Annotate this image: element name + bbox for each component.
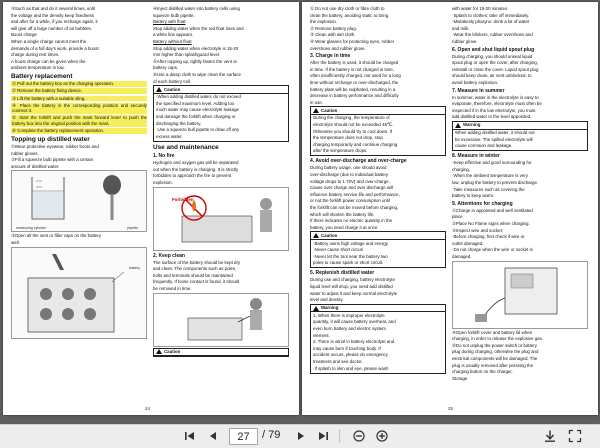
text-line: influence battery service life and performance, [310, 191, 400, 197]
text-line: a white line appears. [153, 32, 194, 38]
text-line: and damage the forklift when charging or [156, 114, 236, 119]
download-button[interactable] [541, 427, 559, 445]
attention-paragraph [452, 208, 588, 260]
text-line: ④Open forklift cover and battery lid when [452, 329, 533, 335]
text-line: avoid battery explosion. [452, 79, 499, 85]
text-line: bolts and terminals should be maintained [153, 272, 233, 278]
text-line: ·Take measures such as covering the [452, 186, 525, 192]
charger-socket-illustration [453, 262, 588, 326]
text-line: demands of a full day's work, provide a boost [11, 45, 99, 51]
open-caps-line: ③Open all the vent or filler caps on the battery [11, 233, 102, 239]
zoom-out-icon [353, 430, 365, 442]
caption-battery: battery [129, 265, 140, 270]
text-line: battery, you need charge it at once. [310, 224, 379, 230]
warning-triangle-icon [313, 233, 319, 238]
previous-page-button[interactable] [204, 427, 222, 445]
text-line: During use and charging, battery electrolyte [310, 277, 395, 283]
text-line: discharging the battery. [156, 120, 202, 126]
text-line: frequently. If loose contact is found, it should [153, 279, 240, 285]
text-line: ①Wear protective eyewear, rubber boots and [11, 144, 99, 149]
text-line: ③Inspect wire and socket: [452, 227, 504, 233]
text-line: ① Do not use dry cloth or fibre cloth to [310, 6, 385, 11]
text-line: in time. If the battery is not charged in time, [310, 66, 394, 72]
text-line: charging, in order to release the explosive gas. [452, 336, 544, 342]
warning-body [311, 312, 445, 372]
caption-pipette: pipette [127, 226, 138, 231]
caption-measuring-cylinder: measuring cylinder [16, 226, 47, 231]
text-line: When adding distilled water, it should not [455, 130, 535, 135]
text-line: ·Before charging, first check if wire or [452, 234, 525, 240]
float-paragraph [153, 26, 289, 38]
text-line: Boost charge [11, 32, 37, 38]
text-line: ·Do not charge when the wire or socket is [452, 247, 533, 253]
text-line: level and density. [310, 297, 344, 303]
warning-triangle-icon [313, 306, 319, 311]
text-line: after the temperature drops. [313, 148, 368, 154]
page-number-left: 24 [145, 406, 151, 411]
right-page-column-2 [452, 6, 588, 382]
text-line: ·When the ambient temperature is very [452, 173, 528, 179]
topping-paragraph [11, 144, 147, 169]
heading-liquid-spout: 6. Open and shut liquid spout plug [452, 46, 535, 53]
heading-no-fire: 1. No fire [153, 153, 175, 160]
caution-body [154, 94, 288, 141]
text-line: Stop adding water when electrolyte is 15-20 [153, 45, 239, 51]
caution-body-2 [311, 240, 445, 267]
text-line: decrease in battery performance and difficulty [310, 93, 399, 99]
inject-paragraph [153, 6, 289, 18]
text-line: Otherwise you should try to cool down. If [313, 128, 393, 134]
text-line: During charging, you should unseal liquid [452, 53, 533, 59]
left-page-column-2 [153, 6, 289, 358]
first-page-button[interactable] [181, 427, 199, 445]
keep-clean-paragraph [153, 260, 289, 292]
warning-box-electrolyte [310, 304, 446, 374]
warning-title: Warning [311, 305, 445, 313]
page-total-label: / 79 [262, 429, 281, 441]
summer-paragraph [452, 95, 588, 120]
zoom-out-button[interactable] [350, 427, 368, 445]
text-line: Hydrogen and oxygen gas will be separated [153, 160, 239, 166]
warning-triangle-icon [313, 108, 319, 113]
spout-paragraph [452, 54, 588, 86]
document-page-right [302, 2, 598, 415]
heading-replenish-water: 5. Replenish distilled water [310, 270, 375, 277]
warning-triangle-icon [455, 123, 461, 128]
text-line: electrical components will be damaged. The [452, 355, 538, 361]
viewer-toolbar [0, 424, 600, 448]
text-line: charging button on the charger. [452, 369, 513, 375]
text-line: time without recharge or over-discharged, the [310, 79, 399, 85]
text-line: ambient temperature is low. [11, 65, 65, 71]
text-line: forbidden to approach the fire to prevent [153, 173, 232, 179]
text-line: ·Keep effective and good surrounding for [452, 160, 532, 166]
text-line: electrolyte should not be exceeded 45℃. [313, 122, 394, 127]
text-line: water to adjust it and keep normal electrolyte [310, 290, 398, 296]
text-line: spout plug or open the cover, after charging, [452, 60, 538, 66]
text-line: treatment and see doctor. [313, 359, 363, 364]
warning-triangle-icon [156, 349, 162, 354]
caution-title: Caution [311, 107, 445, 115]
last-page-icon [317, 430, 329, 442]
caution-title: Caution [154, 86, 288, 94]
text-line: In summer, water in the electrolyte is easy to [452, 94, 539, 100]
text-line: place. [452, 214, 464, 220]
cleaning-battery-illustration [154, 294, 289, 344]
right-page-column-1 [310, 6, 446, 375]
text-line: If there indicates no electric quantity in the [310, 218, 393, 224]
text-line: ·Wear the blinkers, rubber overshoes and [452, 32, 533, 38]
intro-paragraph [11, 6, 147, 71]
text-line: plug is usually removed after pressing the [452, 362, 534, 368]
text-line: ②Fill a squeeze bulb pipette with a certain [11, 157, 94, 163]
text-line: should keep clean, air vent unblocked, to [452, 73, 532, 79]
text-line: A boost charge can be given when the [11, 58, 86, 64]
text-line: After the battery is used, it should be charged [310, 60, 399, 66]
download-icon [543, 429, 557, 443]
text-line: Storage [452, 375, 468, 381]
highlighted-step: ② Remove the battery fixing device. [11, 88, 147, 94]
text-line: ③ Clean with wet cloth. [310, 32, 356, 38]
text-line: liquid level will drop, you need add distilled [310, 283, 393, 289]
text-line: out when the battery is charging. It is strictly [153, 166, 239, 172]
nofloat-paragraph [153, 46, 289, 58]
text-line: add distilled water to the level appointed. [452, 114, 532, 120]
text-line: During the charging, the temperature of [313, 115, 390, 121]
text-line: explosion. [153, 180, 173, 186]
text-line: evaporate, therefore, electrolyte must often be [452, 101, 542, 107]
text-line: with water for 15-20 minutes. [452, 6, 509, 11]
text-line: rubber glove. [452, 38, 478, 44]
heading-keep-clean: 2. Keep clean [153, 252, 185, 259]
text-line: ⑤After topping up, tightly fasten the vent or [153, 58, 237, 64]
text-line: Stop adding water when the red float rises and [153, 25, 244, 31]
text-line: the specified maximum level. Adding too [156, 100, 235, 106]
text-line: often insufficiently charged, not used for a long [310, 73, 401, 79]
text-line: plug during charging, otherwise the plug and [452, 349, 539, 355]
text-line: clean the battery, avoiding static to bring [310, 12, 389, 18]
text-line: ·Battery owns high voltage and energy [313, 240, 388, 246]
cylinder-pipette-illustration [12, 171, 147, 223]
text-line: which will shorten the battery life. [310, 211, 375, 217]
warning-box-spill [452, 121, 588, 151]
text-line: 1. When there is improper electrolyte [313, 312, 385, 318]
text-line: charging. [452, 166, 471, 172]
left-page-column-1 [11, 6, 147, 340]
text-line: quantity, it will cause battery overheat, and [313, 319, 396, 325]
text-line: outlet damaged. [452, 240, 484, 246]
text-line: ·Splash to clothes: take off immediately. [452, 12, 530, 18]
text-line: rubber gloves. [11, 150, 39, 156]
text-line: During battery usage, one should avoid [310, 165, 387, 171]
text-line: overshoes and rubber glove. [310, 45, 366, 51]
text-line: ②Place No Flame signs when charging. [452, 221, 530, 227]
heading-measure-winter: 8. Measure in winter [452, 153, 500, 160]
text-line: When a single charge cannot meet the [11, 38, 87, 44]
text-line: cause corrosion and leakage. [455, 143, 513, 149]
previous-page-icon [207, 430, 219, 442]
text-line: ·Use a squeeze bull pipette to draw off any [156, 127, 240, 133]
text-line: element. [313, 332, 330, 338]
text-line: 2. There is vitriol in battery electrolyte and [313, 339, 395, 345]
heading-charge-in-time: 3. Charge in time [310, 53, 351, 60]
heading-avoid-over-discharge: 4. Avoid over-discharge and over-charge [310, 158, 407, 165]
caution-box-bottom [153, 348, 289, 358]
text-line: poles to cause spark or short circuit. [313, 260, 384, 266]
last-page-button[interactable] [314, 427, 332, 445]
text-line: in use. [310, 99, 323, 105]
fullscreen-icon [568, 429, 582, 443]
text-line: ④ Wear glasses for protecting eyes, rubber [310, 38, 395, 44]
text-line: ·If splash to skin and eye, please wash [313, 365, 389, 371]
charge-paragraph [310, 60, 446, 105]
label-battery-without-float: Battery without float [153, 38, 192, 44]
text-line: the forklift can not be moved before charging, [310, 205, 399, 211]
winter-paragraph [452, 160, 588, 199]
zoom-in-icon [376, 430, 388, 442]
heading-measure-summer: 7. Measure in summer [452, 87, 505, 94]
replacement-steps-list [11, 81, 147, 133]
text-line: The surface of the battery should be kept dry [153, 259, 241, 265]
heading-topping-up: Topping up distilled water [11, 135, 90, 143]
text-line: ·Never cause short circuit [313, 247, 363, 253]
text-line: battery plate will be sulphated, resulting in a [310, 86, 396, 92]
text-line: be removed in time. [153, 286, 192, 292]
after-topping-paragraph [153, 59, 289, 84]
storage-paragraph [452, 330, 588, 382]
figure-charger-socket [452, 261, 588, 329]
text-line: charging temporarily and continue charging [313, 141, 398, 147]
text-line: and clean. The components such as poles, [153, 266, 237, 272]
text-line: the explosion. [310, 19, 338, 25]
highlighted-step: ④ Place the battery in the corresponding position and securely connect it. [12, 102, 147, 114]
text-line: ①Charge in appointed and well ventilated [452, 207, 533, 213]
toolbar-separator [339, 429, 340, 443]
warning-title: Warning [453, 122, 587, 130]
highlighted-step: ① Pull out the battery box as the charging operation. [11, 81, 147, 87]
text-line: ·When adding distilled water, do not exceed [156, 94, 241, 100]
figure-battery-cells [11, 247, 147, 339]
text-line: be excessive. The spilled electrolyte will [455, 136, 533, 142]
text-line: reinstall or close the cover. Liquid spout plug [452, 66, 539, 72]
text-line: ③Such as that and do it several times, until [11, 6, 95, 11]
heading-use-and-maintenance: Use and maintenance [153, 143, 219, 151]
text-line: battery caps. [153, 65, 179, 71]
avoid-paragraph [310, 165, 446, 230]
label-battery-with-float: Battery with float [153, 19, 186, 25]
battery-cells-illustration [12, 248, 147, 336]
caution-title-2: Caution [311, 232, 445, 240]
text-line: squeeze bulb pipette. [153, 12, 195, 18]
text-line: and after for a while, if you recharge again, it [11, 19, 98, 25]
text-line: even burn battery and electric system [313, 326, 386, 332]
text-line: much water may cause electrolyte leakage [156, 107, 239, 113]
replenish-paragraph [310, 277, 446, 302]
zoom-in-button[interactable] [373, 427, 391, 445]
figure-cleaning-battery [153, 293, 289, 347]
text-line: of each battery cell. [153, 78, 192, 84]
text-line: charge during rest times. [11, 52, 60, 58]
text-line: low, unplug the battery to prevent discharge. [452, 180, 539, 186]
page-number-right: 25 [448, 406, 454, 411]
text-line: may cause burn if touching body. If [313, 345, 381, 351]
document-page-left [3, 2, 299, 415]
text-line: and milk. [452, 25, 470, 31]
heading-battery-replacement: Battery replacement [11, 72, 73, 80]
text-line: accident occurs, please do emergency [313, 352, 388, 358]
text-line: damaged. [452, 254, 472, 259]
warning-triangle-icon [156, 87, 162, 92]
text-line: inspected if in the low electrolyte, you must [452, 107, 536, 113]
text-line: the voltage and the density keep fixedness [11, 12, 94, 18]
figure-forbidden-fire [153, 187, 289, 251]
text-line: ⑤Do not unplug the power switch or battery [452, 342, 537, 348]
text-line: ·Mistakenly pharynx: drink a lot of water [452, 19, 530, 25]
fullscreen-button[interactable] [566, 427, 584, 445]
text-line: amount of distilled water. [11, 163, 60, 169]
caution-box-temperature [310, 106, 446, 156]
text-line: over-discharge (due to individual battery [310, 172, 389, 178]
text-line: mm higher than splashguard level. [153, 52, 221, 58]
text-line: Cause over charge and over discharge will [310, 185, 393, 191]
text-line: ④Inject distilled water into battery cells using [153, 6, 240, 11]
caution-title-2: Caution [154, 349, 288, 357]
page-number-input[interactable]: 27 [229, 428, 258, 445]
next-page-button[interactable] [292, 427, 310, 445]
highlighted-step: ⑥ Complete the battery replacement operation. [11, 128, 147, 134]
highlighted-step: ③ Lift the battery with a suitable sling. [11, 96, 147, 102]
text-line: ⑥Use a damp cloth to wipe clean the surface [153, 71, 241, 77]
warning-body [453, 130, 587, 151]
text-line: or not the forklift power consumption until [310, 198, 391, 204]
figure-measuring-cylinder [11, 170, 147, 232]
text-line: ·Never let the tool near the battery two [313, 253, 388, 259]
text-line: voltage drops to 1.70V) and over-charge. [310, 178, 390, 184]
text-line: battery to keep warm. [452, 193, 495, 199]
open-caps-line-2: well. [11, 239, 20, 245]
next-page-icon [295, 430, 307, 442]
no-fire-paragraph [153, 160, 289, 185]
text-line: the temperature does not drop, stop [313, 135, 383, 141]
first-aid-paragraph [452, 6, 588, 45]
forbidden-label: Forbidden [172, 196, 194, 202]
first-page-icon [184, 430, 196, 442]
text-line: will give off a large number of air bubbles. [11, 25, 92, 31]
highlighted-step: ⑤ Start the forklift and push the mast forward lever to push the battery box into the original position with the mast. [12, 115, 147, 126]
caution-box-water [153, 85, 289, 142]
text-line: excess water. [156, 133, 183, 139]
clean-steps-paragraph [310, 6, 446, 51]
caution-body [311, 115, 445, 156]
heading-attentions-charging: 9. Attentions for charging [452, 200, 513, 207]
text-line: ② Remove battery plug. [310, 25, 357, 31]
caution-box-voltage [310, 231, 446, 268]
